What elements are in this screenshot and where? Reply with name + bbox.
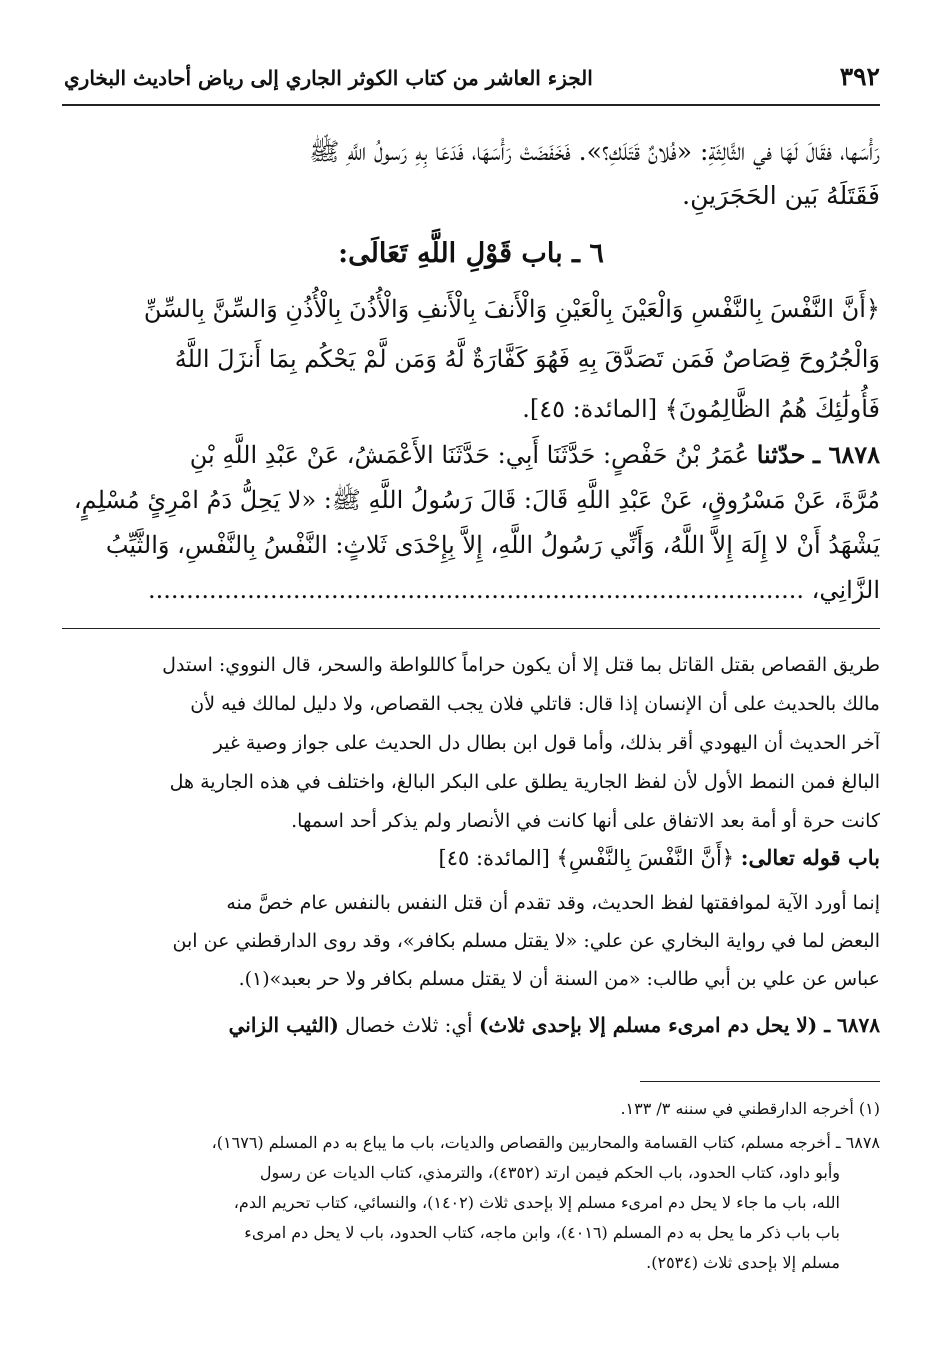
hadith-line: يَشْهَدُ أَنْ لا إِلَهَ إِلاَّ اللَّهُ، وَأَنِّي رَسُولُ اللَّهِ، إِلاَّ بِإِحْدَى ثَلاثٍ: النَّفْسُ بِالنَّفْسِ، وَالثَّيِّبُ	[105, 531, 880, 559]
footnote-line: مسلم إلا بإحدى ثلاث (٢٥٣٤).	[646, 1253, 840, 1272]
commentary-line: مالك بالحديث على أن الإنسان إذا قال: قاتلي فلان يجب القصاص، ولا دليل لمالك فيه لأن	[190, 693, 880, 715]
commentary-heading	[62, 838, 880, 878]
hadith-6878	[62, 432, 880, 613]
commentary-heading-label: باب قوله تعالى:	[740, 845, 880, 870]
hadith-text: عُمَرُ بْنُ حَفْصٍ: حَدَّثَنَا أَبِي: حَدَّثَنَا الأَعْمَشُ، عَنْ عَبْدِ اللَّهِ بْنِ	[189, 441, 750, 469]
commentary-line: البالغ فمن النمط الأول لأن لفظ الجارية يطلق على البكر البالغ، واختلف في هذه الجارية هل	[169, 771, 880, 793]
footnote-line: (١) أخرجه الدارقطني في سننه ٣/ ١٣٣.	[620, 1099, 880, 1118]
hadith-continuation	[62, 130, 880, 218]
commentary-line: كانت حرة أو أمة بعد الاتفاق على أنها كانت في الأنصار ولم يذكر أحد اسمها.	[291, 810, 880, 832]
section-divider	[62, 628, 880, 629]
commentary-hadith-ref: (الثيب الزاني	[228, 1013, 339, 1037]
hadith-lead: حدّثنا	[756, 440, 806, 469]
hadith-continuation-line: رَأْسَها، فقَالَ لَهَا في الثَّالِثَةِ: «فُلانٌ قَتَلَكِ؟». فَخَفَضَتْ رَأْسَهَا، فَدَعَا بِهِ رَسولُ اللَّهِ ﷺ	[309, 137, 880, 166]
verse-line: فَأُولَٰئِكَ هُمُ الظَّالِمُونَ﴾ [المائدة: ٤٥].	[522, 395, 880, 423]
commentary-line: طريق القصاص بقتل القاتل بما قتل إلا أن يكون حراماً كاللواطة والسحر، قال النووي: استدل	[162, 654, 880, 676]
commentary-line	[62, 1006, 880, 1044]
commentary-paragraph	[62, 884, 880, 998]
footnote-line: باب باب ذكر ما يحل به دم المسلم (٤٠١٦)، وابن ماجه، كتاب الحدود، باب لا يحل دم امرىء	[244, 1223, 840, 1242]
hadith-continuation-line: فَقَتَلَهُ بَين الحَجَرَينِ.	[682, 181, 880, 210]
footnote-line: وأبو داود، كتاب الحدود، باب الحكم فيمن ارتد (٤٣٥٢)، والترمذي، كتاب الديات عن رسول	[259, 1163, 840, 1182]
running-title: الجزء العاشر من كتاب الكوثر الجاري إلى رياض أحاديث البخاري	[64, 66, 593, 90]
header-rule	[62, 104, 880, 106]
hadith-line: مُرَّةَ، عَنْ مَسْرُوقٍ، عَنْ عَبْدِ اللَّهِ قَالَ: قَالَ رَسُولُ اللَّهِ ﷺ: «لا يَحِلُّ دَمُ امْرِئٍ مُسْلِمٍ،	[73, 486, 880, 514]
footnote-line: ٦٨٧٨ ـ أخرجه مسلم، كتاب القسامة والمحاربين والقصاص والديات، باب ما يباع به دم المسلم (١٦٧٦)،	[211, 1133, 880, 1152]
page-number: ٣٩٢	[839, 62, 880, 91]
chapter-heading: ٦ ـ باب قَوْلِ اللَّهِ تَعَالَى:	[338, 238, 604, 269]
commentary-line: آخر الحديث أن اليهودي أقر بذلك، وأما قول ابن بطال دل الحديث على جواز وصية غير	[213, 732, 880, 754]
hadith-number: ٦٨٧٨ ـ	[813, 440, 880, 469]
footnote-line: الله، باب ما جاء لا يحل دم امرىء مسلم إلا بإحدى ثلاث (١٤٠٢)، والنسائي، كتاب تحريم الدم،	[233, 1193, 840, 1212]
footnote	[62, 1094, 880, 1124]
commentary-line: إنما أورد الآية لموافقتها لفظ الحديث، وقد تقدم أن قتل النفس بالنفس عام خصَّ منه	[226, 892, 880, 914]
hadith-line	[62, 432, 880, 478]
page-header	[62, 58, 880, 98]
hadith-line: الزَّانِي، ......................................................................................	[147, 576, 880, 604]
commentary-line: عباس عن علي بن أبي طالب: «من السنة أن لا يقتل مسلم بكافر ولا حر بعبد»(١).	[238, 968, 880, 990]
commentary-paragraph	[62, 1006, 880, 1044]
commentary-heading-line	[62, 838, 880, 878]
commentary-hadith-ref: ٦٨٧٨ ـ (لا يحل دم امرىء مسلم إلا بإحدى ثلاث)	[478, 1013, 880, 1037]
commentary-text: أي: ثلاث خصال	[345, 1013, 473, 1037]
verse-line: ﴿أَنَّ النَّفْسَ بِالنَّفْسِ وَالْعَيْنَ بِالْعَيْنِ وَالْأَنفَ بِالْأَنفِ وَالْأُذُنَ بِالْأُذُنِ وَالسِّنَّ بِالسِّنِّ	[143, 295, 880, 323]
quran-verse	[62, 284, 880, 434]
commentary-heading-verse: ﴿أَنَّ النَّفْسَ بِالنَّفْسِ﴾ [المائدة: ٤٥]	[438, 846, 735, 870]
footnote	[62, 1128, 880, 1278]
verse-line: وَالْجُرُوحَ قِصَاصٌ فَمَن تَصَدَّقَ بِهِ فَهُوَ كَفَّارَةٌ لَّهُ وَمَن لَّمْ يَحْكُم بِمَا أَنزَلَ اللَّهُ	[174, 345, 880, 373]
commentary-paragraph	[62, 646, 880, 841]
footnote-divider	[640, 1081, 880, 1082]
commentary-line: البعض لما في رواية البخاري عن علي: «لا يقتل مسلم بكافر»، وقد روى الدارقطني عن ابن	[172, 930, 880, 952]
